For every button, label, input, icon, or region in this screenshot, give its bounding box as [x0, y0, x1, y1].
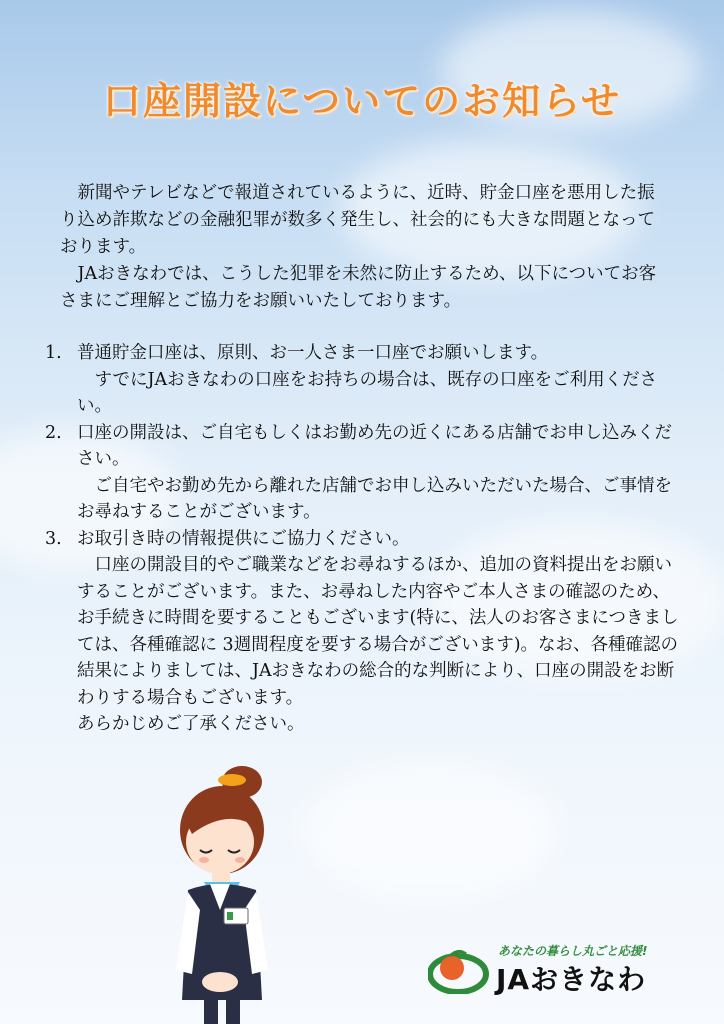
ja-leaf-icon	[428, 946, 492, 994]
bowing-staff-illustration	[170, 760, 290, 1024]
notice-item-1	[45, 340, 685, 420]
notice-list	[45, 340, 685, 738]
background-cloud	[300, 760, 560, 900]
item-number: 2.	[45, 422, 62, 443]
item-number: 3.	[45, 528, 62, 549]
ja-okinawa-logo	[428, 940, 698, 1000]
intro-paragraph-1: 新聞やテレビなどで報道されているように、近時、貯金口座を悪用した振り込め詐欺などの金融犯罪が数多く発生し、社会的にも大きな問題となっております。	[60, 183, 655, 257]
item-body: 口座の開設目的やご職業などをお尋ねするほか、追加の資料提出をお願いすることがございます。また、お尋ねした内容やご本人さまの確認のため、お手続きに時間を要することもございます(特に、法人のお客さまにつきましては、各種確認に 3週間程度を要する場合がございます)。なお、各種確認の結果によりましては、JAおきなわの総合的な判断により、口座の開設をお断わりする場合もございます。	[77, 555, 679, 708]
notice-item-3	[45, 526, 685, 712]
intro-section	[60, 180, 670, 315]
logo-name: JAおきなわ	[496, 963, 647, 996]
page-title: 口座開設についてのお知らせ	[102, 79, 622, 123]
item-number: 1.	[45, 343, 62, 363]
logo-tagline: あなたの暮らし丸ごと応援!	[498, 944, 648, 958]
item-heading: お取引き時の情報提供にご協力ください。	[77, 528, 410, 549]
item-heading: 口座の開設は、ご自宅もしくはお勤め先の近くにある店舗でお申し込みください。	[77, 422, 672, 469]
intro-paragraph-2: JAおきなわでは、こうした犯罪を未然に防止するため、以下についてお客さまにご理解とご協力をお願いいたしております。	[60, 264, 657, 311]
notice-item-2	[45, 420, 685, 526]
item-body: ご自宅やお勤め先から離れた店舗でお申し込みいただいた場合、ご事情をお尋ねすることがございます。	[77, 475, 672, 522]
item-heading: 普通貯金口座は、原則、お一人さま一口座でお願いします。	[77, 343, 549, 363]
closing-note: あらかじめご了承ください。	[77, 714, 305, 734]
item-body: すでにJAおきなわの口座をお持ちの場合は、既存の口座をご利用ください。	[77, 369, 658, 416]
